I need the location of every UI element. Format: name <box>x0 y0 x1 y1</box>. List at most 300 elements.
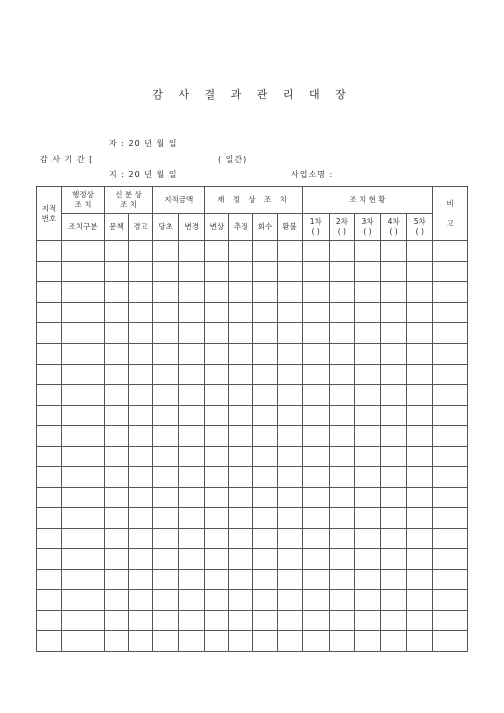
table-cell[interactable] <box>329 528 354 549</box>
table-cell[interactable] <box>253 385 277 406</box>
table-cell[interactable] <box>407 610 433 631</box>
table-cell[interactable] <box>37 610 62 631</box>
table-cell[interactable] <box>329 385 354 406</box>
table-cell[interactable] <box>104 446 128 467</box>
table-cell[interactable] <box>37 549 62 570</box>
table-cell[interactable] <box>277 405 302 426</box>
table-cell[interactable] <box>253 302 277 323</box>
table-cell[interactable] <box>104 323 128 344</box>
table-cell[interactable] <box>354 282 380 303</box>
table-cell[interactable] <box>302 549 329 570</box>
table-cell[interactable] <box>302 261 329 282</box>
table-cell[interactable] <box>129 405 153 426</box>
table-cell[interactable] <box>104 344 128 365</box>
table-cell[interactable] <box>229 610 253 631</box>
table-cell[interactable] <box>229 261 253 282</box>
table-cell[interactable] <box>153 528 179 549</box>
table-cell[interactable] <box>129 631 153 652</box>
table-cell[interactable] <box>354 446 380 467</box>
table-cell[interactable] <box>277 590 302 611</box>
table-cell[interactable] <box>381 590 407 611</box>
table-cell[interactable] <box>354 385 380 406</box>
table-cell[interactable] <box>407 446 433 467</box>
table-cell[interactable] <box>179 261 205 282</box>
table-cell[interactable] <box>62 487 105 508</box>
table-cell[interactable] <box>407 385 433 406</box>
table-cell[interactable] <box>433 426 468 447</box>
table-cell[interactable] <box>354 631 380 652</box>
table-cell[interactable] <box>433 364 468 385</box>
table-cell[interactable] <box>179 241 205 262</box>
table-cell[interactable] <box>179 405 205 426</box>
table-cell[interactable] <box>179 549 205 570</box>
table-cell[interactable] <box>62 631 105 652</box>
table-cell[interactable] <box>37 569 62 590</box>
table-cell[interactable] <box>229 302 253 323</box>
table-cell[interactable] <box>153 241 179 262</box>
table-cell[interactable] <box>433 549 468 570</box>
table-cell[interactable] <box>302 364 329 385</box>
table-cell[interactable] <box>354 426 380 447</box>
table-cell[interactable] <box>253 364 277 385</box>
table-cell[interactable] <box>329 344 354 365</box>
table-cell[interactable] <box>37 528 62 549</box>
table-cell[interactable] <box>354 569 380 590</box>
table-cell[interactable] <box>205 610 229 631</box>
table-cell[interactable] <box>277 385 302 406</box>
table-cell[interactable] <box>229 385 253 406</box>
table-cell[interactable] <box>329 590 354 611</box>
table-cell[interactable] <box>153 405 179 426</box>
table-cell[interactable] <box>62 405 105 426</box>
table-cell[interactable] <box>37 487 62 508</box>
table-cell[interactable] <box>129 302 153 323</box>
table-cell[interactable] <box>407 302 433 323</box>
table-cell[interactable] <box>277 467 302 488</box>
table-cell[interactable] <box>62 590 105 611</box>
table-cell[interactable] <box>179 528 205 549</box>
table-cell[interactable] <box>153 302 179 323</box>
table-cell[interactable] <box>179 590 205 611</box>
table-cell[interactable] <box>329 487 354 508</box>
table-cell[interactable] <box>407 344 433 365</box>
table-cell[interactable] <box>253 590 277 611</box>
table-cell[interactable] <box>179 631 205 652</box>
table-cell[interactable] <box>407 405 433 426</box>
table-cell[interactable] <box>277 261 302 282</box>
table-cell[interactable] <box>205 508 229 529</box>
table-cell[interactable] <box>62 282 105 303</box>
table-cell[interactable] <box>253 569 277 590</box>
table-cell[interactable] <box>407 569 433 590</box>
table-cell[interactable] <box>205 344 229 365</box>
table-cell[interactable] <box>153 590 179 611</box>
table-cell[interactable] <box>433 508 468 529</box>
table-cell[interactable] <box>302 487 329 508</box>
table-cell[interactable] <box>179 323 205 344</box>
table-cell[interactable] <box>37 467 62 488</box>
table-cell[interactable] <box>104 385 128 406</box>
table-cell[interactable] <box>329 261 354 282</box>
table-cell[interactable] <box>407 549 433 570</box>
table-cell[interactable] <box>37 508 62 529</box>
table-cell[interactable] <box>433 590 468 611</box>
table-cell[interactable] <box>129 426 153 447</box>
table-cell[interactable] <box>129 508 153 529</box>
table-cell[interactable] <box>302 405 329 426</box>
table-cell[interactable] <box>277 241 302 262</box>
table-cell[interactable] <box>381 569 407 590</box>
table-cell[interactable] <box>229 241 253 262</box>
table-cell[interactable] <box>104 241 128 262</box>
table-cell[interactable] <box>407 426 433 447</box>
table-cell[interactable] <box>62 426 105 447</box>
table-cell[interactable] <box>104 631 128 652</box>
table-cell[interactable] <box>37 302 62 323</box>
table-cell[interactable] <box>37 426 62 447</box>
table-cell[interactable] <box>205 631 229 652</box>
table-cell[interactable] <box>104 261 128 282</box>
table-cell[interactable] <box>153 549 179 570</box>
table-cell[interactable] <box>153 323 179 344</box>
table-cell[interactable] <box>277 610 302 631</box>
table-cell[interactable] <box>179 487 205 508</box>
table-cell[interactable] <box>205 569 229 590</box>
table-cell[interactable] <box>277 508 302 529</box>
table-cell[interactable] <box>62 241 105 262</box>
table-cell[interactable] <box>302 508 329 529</box>
table-cell[interactable] <box>205 549 229 570</box>
table-cell[interactable] <box>302 302 329 323</box>
table-cell[interactable] <box>205 487 229 508</box>
table-cell[interactable] <box>354 528 380 549</box>
table-cell[interactable] <box>205 405 229 426</box>
table-cell[interactable] <box>229 467 253 488</box>
table-cell[interactable] <box>153 569 179 590</box>
table-cell[interactable] <box>407 467 433 488</box>
table-cell[interactable] <box>253 549 277 570</box>
table-cell[interactable] <box>229 282 253 303</box>
table-cell[interactable] <box>329 467 354 488</box>
table-cell[interactable] <box>104 467 128 488</box>
table-cell[interactable] <box>62 385 105 406</box>
table-cell[interactable] <box>179 302 205 323</box>
table-cell[interactable] <box>302 610 329 631</box>
table-cell[interactable] <box>302 467 329 488</box>
table-cell[interactable] <box>104 405 128 426</box>
table-cell[interactable] <box>205 323 229 344</box>
table-cell[interactable] <box>37 590 62 611</box>
table-cell[interactable] <box>62 302 105 323</box>
table-cell[interactable] <box>329 426 354 447</box>
table-cell[interactable] <box>381 446 407 467</box>
table-cell[interactable] <box>381 241 407 262</box>
table-cell[interactable] <box>229 487 253 508</box>
table-cell[interactable] <box>302 241 329 262</box>
table-cell[interactable] <box>37 261 62 282</box>
table-cell[interactable] <box>37 446 62 467</box>
table-cell[interactable] <box>329 569 354 590</box>
table-cell[interactable] <box>407 590 433 611</box>
table-cell[interactable] <box>205 446 229 467</box>
table-cell[interactable] <box>354 610 380 631</box>
table-cell[interactable] <box>381 467 407 488</box>
table-cell[interactable] <box>205 426 229 447</box>
table-cell[interactable] <box>104 549 128 570</box>
table-cell[interactable] <box>381 364 407 385</box>
table-cell[interactable] <box>302 631 329 652</box>
table-cell[interactable] <box>37 282 62 303</box>
table-cell[interactable] <box>104 364 128 385</box>
table-cell[interactable] <box>62 508 105 529</box>
table-cell[interactable] <box>354 241 380 262</box>
table-cell[interactable] <box>104 610 128 631</box>
table-cell[interactable] <box>129 446 153 467</box>
table-cell[interactable] <box>381 549 407 570</box>
table-cell[interactable] <box>153 364 179 385</box>
table-cell[interactable] <box>253 508 277 529</box>
table-cell[interactable] <box>253 344 277 365</box>
table-cell[interactable] <box>277 426 302 447</box>
table-cell[interactable] <box>381 302 407 323</box>
table-cell[interactable] <box>129 569 153 590</box>
table-cell[interactable] <box>229 323 253 344</box>
table-cell[interactable] <box>354 549 380 570</box>
table-cell[interactable] <box>205 590 229 611</box>
table-cell[interactable] <box>354 344 380 365</box>
table-cell[interactable] <box>407 528 433 549</box>
table-cell[interactable] <box>179 364 205 385</box>
table-cell[interactable] <box>179 569 205 590</box>
table-cell[interactable] <box>354 323 380 344</box>
table-cell[interactable] <box>381 426 407 447</box>
table-cell[interactable] <box>381 508 407 529</box>
table-cell[interactable] <box>205 282 229 303</box>
table-cell[interactable] <box>253 323 277 344</box>
table-cell[interactable] <box>179 344 205 365</box>
table-cell[interactable] <box>253 261 277 282</box>
table-cell[interactable] <box>229 590 253 611</box>
table-cell[interactable] <box>329 446 354 467</box>
table-cell[interactable] <box>407 241 433 262</box>
table-cell[interactable] <box>129 467 153 488</box>
table-cell[interactable] <box>179 508 205 529</box>
table-cell[interactable] <box>62 344 105 365</box>
table-cell[interactable] <box>302 528 329 549</box>
table-cell[interactable] <box>407 631 433 652</box>
table-cell[interactable] <box>179 467 205 488</box>
table-cell[interactable] <box>153 446 179 467</box>
table-cell[interactable] <box>407 282 433 303</box>
table-cell[interactable] <box>329 508 354 529</box>
table-cell[interactable] <box>205 467 229 488</box>
table-cell[interactable] <box>179 446 205 467</box>
table-cell[interactable] <box>253 405 277 426</box>
table-cell[interactable] <box>129 549 153 570</box>
table-cell[interactable] <box>229 405 253 426</box>
table-cell[interactable] <box>381 282 407 303</box>
table-cell[interactable] <box>37 323 62 344</box>
table-cell[interactable] <box>129 528 153 549</box>
table-cell[interactable] <box>354 508 380 529</box>
table-cell[interactable] <box>407 323 433 344</box>
table-cell[interactable] <box>433 302 468 323</box>
table-cell[interactable] <box>302 323 329 344</box>
table-cell[interactable] <box>37 405 62 426</box>
table-cell[interactable] <box>229 508 253 529</box>
table-cell[interactable] <box>129 241 153 262</box>
table-cell[interactable] <box>302 344 329 365</box>
table-cell[interactable] <box>205 385 229 406</box>
table-cell[interactable] <box>407 261 433 282</box>
table-cell[interactable] <box>329 631 354 652</box>
table-cell[interactable] <box>205 261 229 282</box>
table-cell[interactable] <box>277 528 302 549</box>
table-cell[interactable] <box>277 282 302 303</box>
table-cell[interactable] <box>153 610 179 631</box>
table-cell[interactable] <box>407 508 433 529</box>
table-cell[interactable] <box>229 528 253 549</box>
table-cell[interactable] <box>354 590 380 611</box>
table-cell[interactable] <box>104 528 128 549</box>
table-cell[interactable] <box>277 302 302 323</box>
table-cell[interactable] <box>381 487 407 508</box>
table-cell[interactable] <box>104 487 128 508</box>
table-cell[interactable] <box>129 590 153 611</box>
table-cell[interactable] <box>62 261 105 282</box>
table-cell[interactable] <box>179 610 205 631</box>
table-cell[interactable] <box>62 528 105 549</box>
table-cell[interactable] <box>62 569 105 590</box>
table-cell[interactable] <box>329 241 354 262</box>
table-cell[interactable] <box>329 282 354 303</box>
table-cell[interactable] <box>37 241 62 262</box>
table-cell[interactable] <box>407 487 433 508</box>
table-cell[interactable] <box>129 364 153 385</box>
table-cell[interactable] <box>205 241 229 262</box>
table-cell[interactable] <box>381 344 407 365</box>
table-cell[interactable] <box>433 261 468 282</box>
table-cell[interactable] <box>354 302 380 323</box>
table-cell[interactable] <box>229 569 253 590</box>
table-cell[interactable] <box>104 302 128 323</box>
table-cell[interactable] <box>62 549 105 570</box>
table-cell[interactable] <box>354 364 380 385</box>
table-cell[interactable] <box>104 282 128 303</box>
table-cell[interactable] <box>104 426 128 447</box>
table-cell[interactable] <box>433 344 468 365</box>
table-cell[interactable] <box>153 282 179 303</box>
table-cell[interactable] <box>381 385 407 406</box>
table-cell[interactable] <box>104 590 128 611</box>
table-cell[interactable] <box>381 261 407 282</box>
table-cell[interactable] <box>205 364 229 385</box>
table-cell[interactable] <box>277 446 302 467</box>
table-cell[interactable] <box>37 631 62 652</box>
table-cell[interactable] <box>302 385 329 406</box>
table-cell[interactable] <box>277 344 302 365</box>
table-cell[interactable] <box>253 446 277 467</box>
table-cell[interactable] <box>253 241 277 262</box>
table-cell[interactable] <box>104 569 128 590</box>
table-cell[interactable] <box>129 323 153 344</box>
table-cell[interactable] <box>277 487 302 508</box>
table-cell[interactable] <box>277 323 302 344</box>
table-cell[interactable] <box>407 364 433 385</box>
table-cell[interactable] <box>433 610 468 631</box>
table-cell[interactable] <box>62 323 105 344</box>
table-cell[interactable] <box>433 323 468 344</box>
table-cell[interactable] <box>205 528 229 549</box>
table-cell[interactable] <box>229 426 253 447</box>
table-cell[interactable] <box>153 426 179 447</box>
table-cell[interactable] <box>433 385 468 406</box>
table-cell[interactable] <box>302 569 329 590</box>
table-cell[interactable] <box>229 631 253 652</box>
table-cell[interactable] <box>302 426 329 447</box>
table-cell[interactable] <box>205 302 229 323</box>
table-cell[interactable] <box>433 569 468 590</box>
table-cell[interactable] <box>153 487 179 508</box>
table-cell[interactable] <box>381 323 407 344</box>
table-cell[interactable] <box>253 610 277 631</box>
table-cell[interactable] <box>37 344 62 365</box>
table-cell[interactable] <box>253 487 277 508</box>
table-cell[interactable] <box>253 282 277 303</box>
table-cell[interactable] <box>381 610 407 631</box>
table-cell[interactable] <box>277 631 302 652</box>
table-cell[interactable] <box>433 446 468 467</box>
table-cell[interactable] <box>381 405 407 426</box>
table-cell[interactable] <box>229 549 253 570</box>
table-cell[interactable] <box>329 610 354 631</box>
table-cell[interactable] <box>302 446 329 467</box>
table-cell[interactable] <box>277 569 302 590</box>
table-cell[interactable] <box>277 549 302 570</box>
table-cell[interactable] <box>253 426 277 447</box>
table-cell[interactable] <box>153 467 179 488</box>
table-cell[interactable] <box>433 241 468 262</box>
table-cell[interactable] <box>253 631 277 652</box>
table-cell[interactable] <box>302 590 329 611</box>
table-cell[interactable] <box>153 261 179 282</box>
table-cell[interactable] <box>253 528 277 549</box>
table-cell[interactable] <box>354 487 380 508</box>
table-cell[interactable] <box>329 323 354 344</box>
table-cell[interactable] <box>179 282 205 303</box>
table-cell[interactable] <box>433 282 468 303</box>
table-cell[interactable] <box>354 467 380 488</box>
table-cell[interactable] <box>302 282 329 303</box>
table-cell[interactable] <box>129 282 153 303</box>
table-cell[interactable] <box>62 364 105 385</box>
table-cell[interactable] <box>179 426 205 447</box>
table-cell[interactable] <box>153 508 179 529</box>
table-cell[interactable] <box>62 467 105 488</box>
table-cell[interactable] <box>433 487 468 508</box>
table-cell[interactable] <box>329 364 354 385</box>
table-cell[interactable] <box>37 364 62 385</box>
table-cell[interactable] <box>62 610 105 631</box>
table-cell[interactable] <box>129 385 153 406</box>
table-cell[interactable] <box>277 364 302 385</box>
table-cell[interactable] <box>129 610 153 631</box>
table-cell[interactable] <box>381 631 407 652</box>
table-cell[interactable] <box>37 385 62 406</box>
table-cell[interactable] <box>129 261 153 282</box>
table-cell[interactable] <box>153 631 179 652</box>
table-cell[interactable] <box>153 385 179 406</box>
